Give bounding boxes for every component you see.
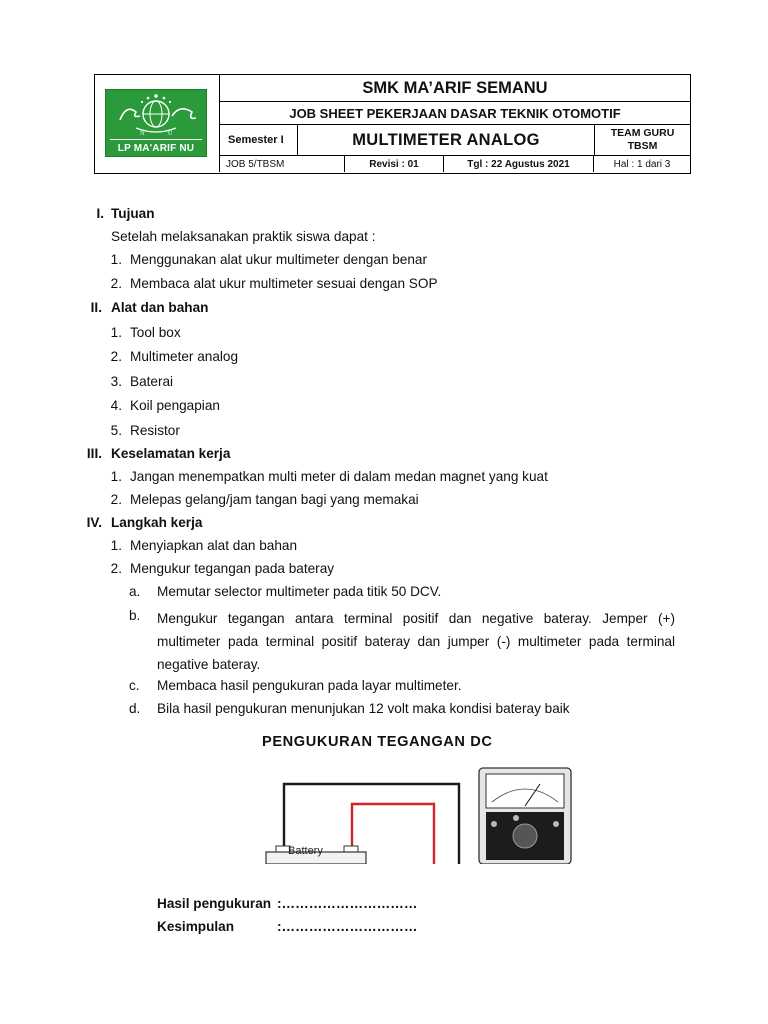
sub-step-text: Bila hasil pengukuran menunjukan 12 volt maka kondisi bateray baik: [157, 701, 570, 716]
lp-maarif-nu-logo: [105, 89, 207, 157]
team-line-2: TBSM: [627, 140, 658, 152]
logo-text: LP MA'ARIF NU: [117, 143, 195, 154]
svg-text:U: U: [168, 131, 173, 137]
sub-step-letter: d.: [129, 701, 141, 716]
title-row: [220, 125, 690, 156]
hasil-pengukuran-field: :…………………………: [277, 896, 418, 911]
school-name: SMK MA’ARIF SEMANU: [220, 75, 690, 102]
date: Tgl : 22 Agustus 2021: [444, 156, 594, 172]
analog-multimeter-icon: [479, 768, 571, 864]
sub-step-letter: b.: [129, 608, 141, 623]
kesimpulan-field: :…………………………: [277, 919, 418, 934]
section-1-intro: Setelah melaksanakan praktik siswa dapat :: [111, 229, 376, 244]
kesimpulan-label: Kesimpulan: [157, 919, 235, 934]
section-number: I.: [96, 206, 104, 221]
sub-step-text: Membaca hasil pengukuran pada layar multimeter.: [157, 678, 462, 693]
sub-step-text: Mengukur tegangan antara terminal positif dan negative bateray. Jemper (+) multimeter pada terminal positif bateray dan jumper (-) multimeter pada terminal negative bateray.: [157, 611, 675, 672]
job-sheet-title: JOB SHEET PEKERJAAN DASAR TEKNIK OTOMOTIF: [220, 102, 690, 125]
job-code: JOB 5/TBSM: [220, 156, 345, 172]
battery-label: Battery: [288, 845, 323, 857]
document-title: MULTIMETER ANALOG: [298, 125, 595, 155]
meta-row: [220, 156, 690, 172]
sub-step-text: Memutar selector multimeter pada titik 50 DCV.: [157, 584, 442, 599]
dc-voltage-figure: [254, 728, 580, 864]
page-number: Hal : 1 dari 3: [613, 158, 671, 170]
header-table: [94, 74, 691, 174]
team-cell: [595, 125, 690, 155]
svg-text:N: N: [140, 131, 145, 137]
logo-cell: [95, 75, 220, 172]
team-line-1: TEAM GURU: [610, 127, 675, 139]
revision: Revisi : 01: [345, 156, 444, 172]
semester: Semester I: [220, 125, 298, 155]
figure-title: PENGUKURAN TEGANGAN DC: [262, 734, 493, 750]
sub-step-letter: a.: [129, 584, 141, 599]
hasil-pengukuran-label: Hasil pengukuran: [157, 896, 272, 911]
nu-globe-icon: [106, 90, 206, 140]
section-title: Tujuan: [111, 206, 155, 221]
sub-step-letter: c.: [129, 678, 140, 693]
